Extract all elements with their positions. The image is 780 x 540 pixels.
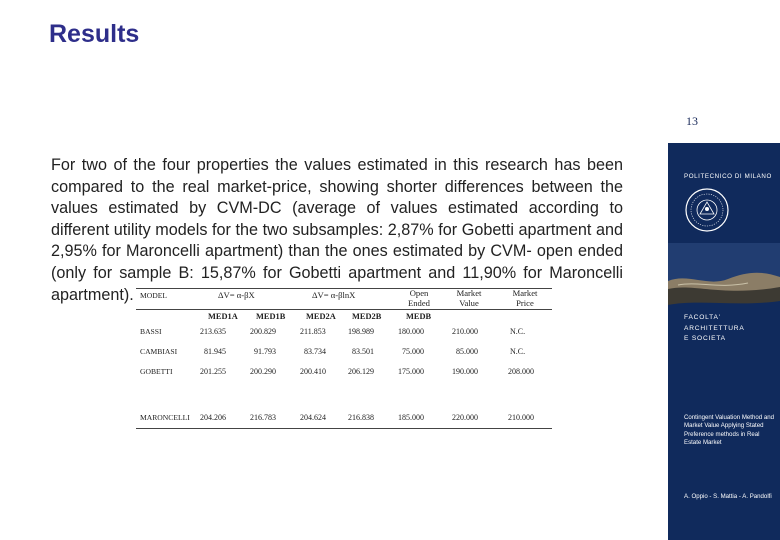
table-cell: N.C.	[510, 347, 526, 356]
subheader-med2a: MED2A	[306, 312, 336, 321]
table-cell: 91.793	[254, 347, 276, 356]
table-cell: 200.410	[300, 367, 326, 376]
landscape-photo	[668, 243, 780, 321]
paper-authors: A. Oppio - S. Mattia - A. Pandolfi	[684, 493, 772, 500]
table-bottom-rule	[136, 428, 552, 429]
header-mp-line1: Market	[512, 288, 538, 298]
table-cell: 200.290	[250, 367, 276, 376]
results-table	[136, 287, 552, 430]
table-cell: 210.000	[452, 327, 478, 336]
subheader-med1b: MED1B	[256, 312, 286, 321]
table-cell: 201.255	[200, 367, 226, 376]
page-number: 13	[686, 114, 698, 128]
subheader-med1a: MED1A	[208, 312, 238, 321]
table-cell: 83.501	[352, 347, 374, 356]
table-cell: 220.000	[452, 413, 478, 422]
table-cell: 85.000	[456, 347, 478, 356]
header-model: MODEL	[140, 291, 167, 300]
header-open-ended	[404, 289, 434, 308]
table-cell: 216.838	[348, 413, 374, 422]
row-label-cambiasi: CAMBIASI	[140, 347, 178, 356]
header-mv-line1: Market	[456, 288, 482, 298]
header-mp-line2: Price	[516, 297, 534, 308]
header-model-linear: ΔV= α-βX	[218, 290, 255, 300]
table-cell: 210.000	[508, 413, 534, 422]
table-cell: 190.000	[452, 367, 478, 376]
table-cell: 216.783	[250, 413, 276, 422]
table-cell: 81.945	[204, 347, 226, 356]
table-cell: 211.853	[300, 327, 326, 336]
table-cell: 180.000	[398, 327, 424, 336]
table-cell: 198.989	[348, 327, 374, 336]
table-cell: 175.000	[398, 367, 424, 376]
header-model-log: ΔV= α-βlnX	[312, 290, 356, 300]
faculty-line: E SOCIETA	[684, 335, 726, 342]
subheader-med2b: MED2B	[352, 312, 382, 321]
header-market-price	[508, 289, 542, 308]
table-cell: 200.829	[250, 327, 276, 336]
table-cell: 185.000	[398, 413, 424, 422]
body-paragraph: For two of the four properties the values estimated in this research has been compared to the real market-price, showing shorter differences between the values estimated by CVM-DC (average of values estimated according to different utility models for the two subsamples: 2,87% for Gobetti apartment and 2,95% for Maroncelli apartment) than the ones estimated by CVM- open ended (only for sample B: 15,87% for Gobetti apartment and 11,90% for Maroncelli apartment).	[51, 156, 623, 304]
faculty-line: FACOLTA'	[684, 314, 721, 321]
table-header-rule	[136, 309, 552, 310]
table-cell: 208.000	[508, 367, 534, 376]
university-seal-icon	[684, 187, 730, 233]
subheader-medb: MEDB	[406, 312, 432, 321]
header-open-line2: Ended	[408, 297, 430, 308]
paper-title: Contingent Valuation Method and Market Value Applying Stated Preference methods in Real Estate Market	[684, 414, 775, 447]
table-cell: 83.734	[304, 347, 326, 356]
slide-title: Results	[49, 20, 140, 48]
faculty-name	[684, 313, 745, 345]
table-cell: 213.635	[200, 327, 226, 336]
table-cell: N.C.	[510, 327, 526, 336]
table-cell: 75.000	[402, 347, 424, 356]
header-mv-line2: Value	[459, 297, 479, 308]
table-cell: 206.129	[348, 367, 374, 376]
row-label-maroncelli: MARONCELLI	[140, 413, 190, 422]
header-market-value	[452, 289, 486, 308]
table-cell: 204.624	[300, 413, 326, 422]
header-open-line1: Open	[409, 288, 429, 298]
faculty-line: ARCHITETTURA	[684, 324, 745, 332]
table-top-rule	[136, 288, 552, 289]
sidebar-panel	[668, 143, 780, 540]
table-cell: 204.206	[200, 413, 226, 422]
row-label-gobetti: GOBETTI	[140, 367, 173, 376]
university-name: POLITECNICO DI MILANO	[684, 173, 772, 180]
row-label-bassi: BASSI	[140, 327, 162, 336]
